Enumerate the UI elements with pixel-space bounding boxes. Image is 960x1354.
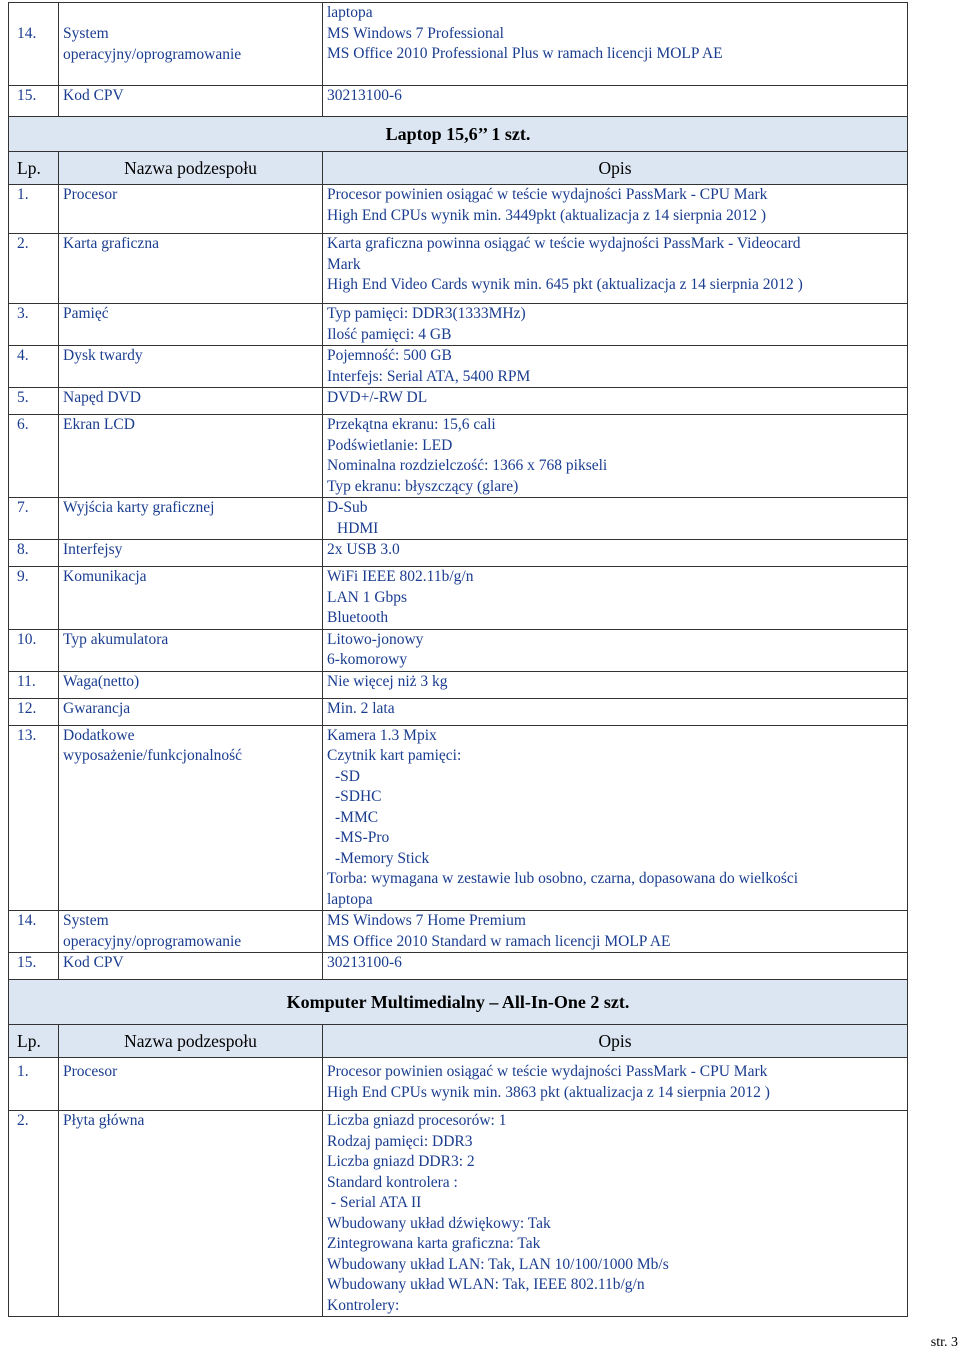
desc-line: Typ ekranu: błyszczący (glare) [327,477,519,495]
desc-line: DVD+/-RW DL [327,389,428,406]
table-row [9,698,908,725]
row-description [323,698,908,725]
table-row [9,388,908,415]
table-row [9,3,908,86]
section-title-row [9,980,908,1025]
desc-line: LAN 1 Gbps [327,588,408,606]
row-number: 3. [9,304,59,346]
desc-line: Rodzaj pamięci: DDR3 [327,1132,473,1150]
spec-table [8,2,908,1317]
row-number: 1. [9,1058,59,1111]
row-description [323,498,908,540]
row-number: 5. [9,388,59,415]
section-title-dash: – [484,991,502,1012]
row-number: 1. [9,185,59,234]
desc-line: -Memory Stick [335,849,430,867]
desc-line: 2x USB 3.0 [327,541,400,558]
desc-line: Wbudowany układ dźwiękowy: Tak [327,1214,551,1232]
row-number: 4. [9,346,59,388]
desc-line: Kamera 1.3 Mpix [327,726,437,744]
column-header-opis: Opis [323,152,908,185]
table-row [9,304,908,346]
row-name-line: System [63,25,109,42]
desc-line: MS Office 2010 Professional Plus w ramach licencji MOLP AE [327,45,723,62]
page-number: str. 3 [930,1335,958,1350]
table-row [9,498,908,540]
row-description [323,346,908,388]
desc-line: Czytnik kart pamięci: [327,747,462,764]
row-name [59,911,323,953]
row-name: Komunikacja [59,567,323,630]
row-number: 6. [9,415,59,498]
table-row [9,671,908,698]
desc-line: Zintegrowana karta graficzna: Tak [327,1235,541,1252]
row-description [323,388,908,415]
row-name: Pamięć [59,304,323,346]
desc-line: Procesor powinien osiągać w teście wydajności PassMark - CPU Mark [327,1063,768,1080]
desc-line: MS Windows 7 Professional [327,24,504,42]
row-number: 14. [9,911,59,953]
row-description [323,1111,908,1317]
desc-line: 6-komorowy [327,651,408,668]
row-description: 30213100-6 [323,86,908,117]
row-number: 15. [9,86,59,117]
row-description [323,629,908,671]
row-name: Dysk twardy [59,346,323,388]
desc-line: -SD [335,767,360,785]
desc-line: Wbudowany układ LAN: Tak, LAN 10/100/1000 Mb/s [327,1255,669,1273]
desc-line: Wbudowany układ WLAN: Tak, IEEE 802.11b/g/n [327,1276,645,1293]
desc-line: -SDHC [335,788,382,805]
row-number: 2. [9,234,59,304]
desc-line: MS Office 2010 Standard w ramach licencji MOLP AE [327,932,671,950]
table-row [9,86,908,117]
desc-line: Min. 2 lata [327,699,395,717]
row-number: 13. [9,725,59,911]
desc-line: Podświetlanie: LED [327,436,453,454]
row-number: 8. [9,540,59,567]
row-name: Procesor [59,1058,323,1111]
column-header-lp: Lp. [9,1025,59,1058]
row-description [323,185,908,234]
desc-line: - Serial ATA II [327,1194,422,1211]
table-row [9,234,908,304]
row-number: 14. [9,3,59,86]
row-name-line: wyposażenie/funkcjonalność [63,747,243,764]
row-name: Ekran LCD [59,415,323,498]
desc-line: Mark [327,255,361,273]
row-description [323,304,908,346]
row-number: 15. [9,953,59,980]
row-description [323,725,908,911]
row-name: Gwarancja [59,698,323,725]
desc-line: laptopa [327,4,373,21]
row-number: 7. [9,498,59,540]
row-name [59,725,323,911]
row-number: 10. [9,629,59,671]
table-row [9,540,908,567]
desc-line: Standard kontrolera : [327,1173,458,1191]
row-description [323,415,908,498]
desc-line: Liczba gniazd DDR3: 2 [327,1153,475,1170]
desc-line: Pojemność: 500 GB [327,347,452,364]
column-header-name: Nazwa podzespołu [59,152,323,185]
desc-line: Procesor powinien osiągać w teście wydajności PassMark - CPU Mark [327,186,768,203]
table-row [9,911,908,953]
row-name-line: System [63,912,109,929]
row-description [323,953,908,980]
desc-line: High End CPUs wynik min. 3449pkt (aktualizacja z 14 sierpnia 2012 ) [327,206,767,224]
desc-line: Interfejs: Serial ATA, 5400 RPM [327,367,531,385]
row-name: Płyta główna [59,1111,323,1317]
desc-line: Litowo-jonowy [327,630,424,648]
row-name: Kod CPV [59,86,323,117]
desc-line: Liczba gniazd procesorów: 1 [327,1112,507,1129]
row-name: Wyjścia karty graficznej [59,498,323,540]
row-name-line: operacyjny/oprogramowanie [63,932,242,950]
table-row [9,1058,908,1111]
desc-line: laptopa [327,890,373,908]
row-name: Procesor [59,185,323,234]
desc-line: -MS-Pro [335,829,390,846]
desc-line: High End Video Cards wynik min. 645 pkt (aktualizacja z 14 sierpnia 2012 ) [327,276,803,293]
desc-line: WiFi IEEE 802.11b/g/n [327,568,474,585]
table-row [9,953,908,980]
desc-line: Nominalna rozdzielczość: 1366 x 768 pikseli [327,457,608,474]
desc-line: Przekątna ekranu: 15,6 cali [327,416,496,433]
desc-line: D-Sub [327,499,368,516]
desc-line: Nie więcej niż 3 kg [327,672,448,690]
desc-line: Typ pamięci: DDR3(1333MHz) [327,305,526,322]
row-description [323,567,908,630]
row-description [323,911,908,953]
desc-line: -MMC [335,808,379,826]
row-number: 11. [9,671,59,698]
row-name-line: operacyjny/oprogramowanie [63,45,242,63]
desc-line: 30213100-6 [327,954,402,971]
desc-line: High End CPUs wynik min. 3863 pkt (aktualizacja z 14 sierpnia 2012 ) [327,1083,770,1101]
section-title-part1: Komputer Multimedialny [286,991,485,1012]
row-description [323,3,908,86]
row-name: Kod CPV [59,953,323,980]
row-description [323,234,908,304]
row-name: Karta graficzna [59,234,323,304]
table-row [9,1111,908,1317]
row-number: 12. [9,698,59,725]
row-number: 2. [9,1111,59,1317]
section-title [9,980,908,1025]
document-page [8,2,908,1317]
row-name: Napęd DVD [59,388,323,415]
desc-line: Kontrolery: [327,1296,400,1314]
desc-line: MS Windows 7 Home Premium [327,912,526,929]
row-name: Typ akumulatora [59,629,323,671]
column-header-opis: Opis [323,1025,908,1058]
column-header-lp: Lp. [9,152,59,185]
table-row [9,567,908,630]
row-description [323,671,908,698]
desc-line: Karta graficzna powinna osiągać w teście wydajności PassMark - Videocard [327,235,801,252]
table-header-row [9,1025,908,1058]
section-title-row [9,117,908,152]
row-number: 9. [9,567,59,630]
row-description [323,540,908,567]
section-title: Laptop 15,6’’ 1 szt. [9,117,908,152]
column-header-name: Nazwa podzespołu [59,1025,323,1058]
table-row [9,725,908,911]
desc-line: Torba: wymagana w zestawie lub osobno, czarna, dopasowana do wielkości [327,870,799,887]
row-description [323,1058,908,1111]
desc-line: Ilość pamięci: 4 GB [327,325,452,343]
table-row [9,185,908,234]
table-row [9,415,908,498]
table-header-row [9,152,908,185]
desc-line: HDMI [337,519,379,537]
row-name [59,3,323,86]
section-title-part2: All-In-One 2 szt. [501,991,630,1012]
table-row [9,629,908,671]
desc-line: Bluetooth [327,609,389,626]
row-name-line: Dodatkowe [63,726,135,744]
row-name: Interfejsy [59,540,323,567]
table-row [9,346,908,388]
row-name: Waga(netto) [59,671,323,698]
